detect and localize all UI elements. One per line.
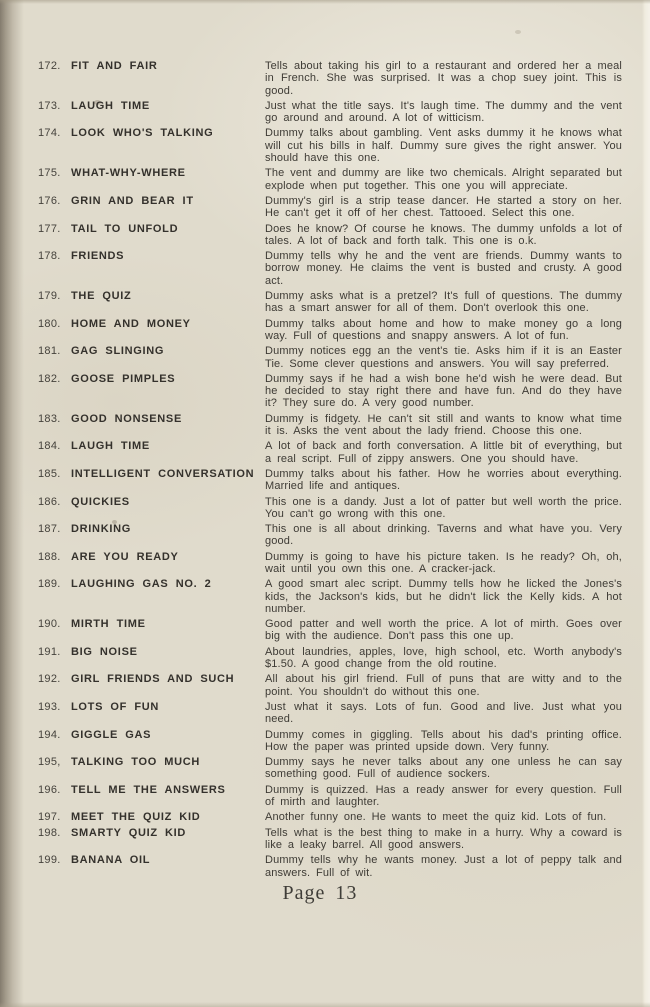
entry-heading (38, 345, 265, 358)
entry-title: GOOD NONSENSE (71, 412, 183, 425)
list-item (38, 167, 622, 192)
entry-title: BANANA OIL (71, 854, 151, 867)
entry-heading (38, 784, 265, 797)
list-item (38, 523, 622, 548)
list-item (38, 345, 622, 370)
entry-description: Dummy is quizzed. Has a ready answer for every question. Full of mirth and laughter. (265, 783, 622, 809)
entry-number: 190. (38, 618, 61, 631)
entry-title: WHAT-WHY-WHERE (71, 167, 186, 180)
entry-description: Dummy tells why he wants money. Just a lot of peppy talk and answers. Full of wit. (265, 854, 622, 879)
list-item (38, 827, 622, 852)
entry-heading (38, 523, 265, 536)
entry-heading (38, 127, 265, 140)
entry-description: Another funny one. He wants to meet the quiz kid. Lots of fun. (265, 811, 607, 824)
entry-number: 184. (38, 440, 61, 453)
list-item (38, 646, 622, 671)
entry-number: 187. (38, 523, 61, 536)
entry-description: A lot of back and forth conversation. A little bit of everything, but a real script. Full of zippy answers. One you should have. (265, 440, 622, 465)
entry-number: 186. (38, 495, 61, 508)
entry-description: This one is all about drinking. Taverns and what have you. Very good. (265, 523, 622, 548)
entry-description: Dummy says he never talks about any one unless he can say something good. Full of audience sockers. (265, 756, 622, 781)
entry-description: Dummy is fidgety. He can't sit still and wants to know what time it is. Asks the vent about the lady friend. Choose this one. (265, 412, 622, 438)
entry-description: Dummy asks what is a pretzel? It's full of questions. The dummy has a smart answer for all of them. Don't overlook this one. (265, 290, 622, 315)
page-number: Page 13 (282, 882, 358, 905)
entry-description: Tells about taking his girl to a restaurant and ordered her a meal in French. She was surprised. It was a chop suey joint. This is good. (265, 60, 622, 97)
entry-title: GAG SLINGING (71, 345, 165, 358)
scan-edge-right (642, 0, 650, 1007)
scan-speckle (515, 30, 521, 34)
entry-heading (38, 618, 265, 631)
entry-heading (38, 440, 265, 453)
entry-title: HOME AND MONEY (71, 317, 191, 330)
entry-title: FRIENDS (71, 250, 125, 263)
list-item (38, 373, 622, 410)
entry-heading (38, 646, 265, 659)
entry-heading (38, 167, 265, 180)
entry-title: TELL ME THE ANSWERS (71, 783, 226, 796)
entry-title: LAUGH TIME (71, 99, 150, 112)
entry-number: 179. (38, 290, 61, 303)
entry-heading (38, 551, 265, 564)
list-item (38, 413, 622, 438)
entry-title: TAIL TO UNFOLD (71, 222, 179, 235)
list-item (38, 250, 622, 287)
list-item (38, 440, 622, 465)
list-item (38, 578, 622, 615)
scan-edge-left (0, 0, 24, 1007)
list-item (38, 318, 622, 343)
entry-title: GIGGLE GAS (71, 728, 152, 741)
entry-heading (38, 578, 265, 591)
scan-edge-top (0, 0, 650, 4)
entry-number: 191. (38, 645, 61, 658)
entry-heading (38, 827, 265, 840)
entry-number: 185. (38, 467, 61, 480)
entry-heading (38, 854, 265, 867)
entry-title: BIG NOISE (71, 645, 138, 658)
list-item (38, 100, 622, 125)
entry-title: SMARTY QUIZ KID (71, 826, 187, 839)
entry-description: Good patter and well worth the price. A lot of mirth. Goes over big with the audience. Don't pass this one up. (265, 618, 622, 643)
entry-number: 188. (38, 550, 61, 563)
entry-title: LAUGHING GAS NO. 2 (71, 578, 212, 591)
entry-title: QUICKIES (71, 495, 130, 508)
entry-title: LAUGH TIME (71, 440, 150, 453)
entry-title: ARE YOU READY (71, 550, 179, 563)
entry-title: LOTS OF FUN (71, 700, 160, 713)
entry-description: Dummy says if he had a wish bone he'd wish he were dead. But he decided to stay right there and have fun. And do they have it? They sure do. A very good number. (265, 372, 622, 410)
list-item (38, 468, 622, 493)
entry-title: MEET THE QUIZ KID (71, 811, 201, 824)
entry-heading (38, 729, 265, 742)
list-item (38, 551, 622, 576)
entry-heading (38, 701, 265, 714)
entry-description: All about his girl friend. Full of puns that are witty and to the point. You shouldn't do without this one. (265, 673, 622, 698)
list-item (38, 673, 622, 698)
entry-description: Dummy talks about home and how to make money go a long way. Full of questions and snappy answers. A lot of fun. (265, 317, 622, 342)
list-item (38, 195, 622, 220)
list-item (38, 854, 622, 879)
entry-number: 173. (38, 99, 61, 112)
entry-title: GRIN AND BEAR IT (71, 194, 194, 207)
entry-description: Dummy tells why he and the vent are friends. Dummy wants to borrow money. He claims the vent is busted and crusty. A good act. (265, 250, 622, 287)
entry-heading (38, 290, 265, 303)
entry-heading (38, 468, 265, 481)
entry-heading (38, 811, 265, 824)
entry-description: Does he know? Of course he knows. The dummy unfolds a lot of tales. A lot of back and forth talk. This one is o.k. (265, 222, 622, 247)
list-item (38, 784, 622, 809)
list-item (38, 60, 622, 97)
entry-number: 198. (38, 826, 61, 839)
entry-number: 172. (38, 60, 61, 72)
entry-number: 182. (38, 372, 61, 385)
entry-number: 192. (38, 673, 61, 686)
entry-heading (38, 496, 265, 509)
entry-description: Just what it says. Lots of fun. Good and live. Just what you need. (265, 700, 622, 726)
entry-title: LOOK WHO'S TALKING (71, 127, 214, 140)
entry-title: FIT AND FAIR (71, 60, 158, 72)
entry-number: 180. (38, 317, 61, 330)
entry-heading (38, 673, 265, 686)
entry-description: Dummy notices egg an the vent's tie. Asks him if it is an Easter Tie. Some clever questions and answers. You will say preferred. (265, 345, 622, 370)
entry-title: GOOSE PIMPLES (71, 372, 176, 385)
entry-number: 197. (38, 811, 61, 824)
entry-heading (38, 373, 265, 386)
entry-title: TALKING TOO MUCH (71, 756, 201, 769)
page-content (38, 60, 622, 905)
entry-description: Dummy is going to have his picture taken. Is he ready? Oh, oh, wait until you own this one. A cracker-jack. (265, 550, 622, 575)
entry-description: Dummy comes in giggling. Tells about his dad's printing office. How the paper was printed upside down. Very funny. (265, 728, 622, 753)
entry-number: 175. (38, 167, 61, 180)
entry-heading (38, 413, 265, 426)
entry-heading (38, 195, 265, 208)
entry-title: DRINKING (71, 523, 131, 536)
entry-heading (38, 60, 265, 73)
list-item (38, 496, 622, 521)
list-item (38, 618, 622, 643)
list-item (38, 811, 622, 824)
entry-description: Dummy's girl is a strip tease dancer. He started a story on her. He can't get it off of her chest. Tattooed. Select this one. (265, 194, 622, 220)
entry-number: 181. (38, 345, 61, 358)
entry-heading (38, 250, 265, 263)
entry-description: Dummy talks about his father. How he worries about everything. Married life and antiques. (265, 467, 622, 493)
list-item (38, 729, 622, 754)
entry-title: INTELLIGENT CONVERSATION (71, 467, 255, 480)
entry-number: 177. (38, 222, 61, 235)
list-item (38, 756, 622, 781)
list-item (38, 701, 622, 726)
entry-heading (38, 223, 265, 236)
list-item (38, 223, 622, 248)
entry-heading (38, 756, 265, 769)
entry-description: This one is a dandy. Just a lot of patter but well worth the price. You can't go wrong with this one. (265, 495, 622, 520)
entry-number: 193. (38, 700, 61, 713)
entry-number: 199. (38, 854, 61, 867)
entry-description: A good smart alec script. Dummy tells how he licked the Jones's kids, the Jackson's kids, but he didn't lick the Kelly kids. A hot number. (265, 578, 622, 615)
entry-number: 174. (38, 127, 61, 140)
entry-description: Tells what is the best thing to make in a hurry. Why a coward is like a leaky barrel. All good answers. (265, 826, 622, 852)
entry-number: 195, (38, 756, 61, 769)
entry-number: 183. (38, 412, 61, 425)
entry-number: 178. (38, 250, 61, 263)
list-item (38, 290, 622, 315)
scan-edge-bottom (0, 1002, 650, 1007)
entry-number: 194. (38, 728, 61, 741)
entry-description: Just what the title says. It's laugh time. The dummy and the vent go around and around. A lot of witticism. (265, 99, 622, 125)
entry-number: 196. (38, 783, 61, 796)
entry-list (38, 60, 622, 879)
list-item (38, 127, 622, 164)
entry-title: GIRL FRIENDS AND SUCH (71, 673, 235, 686)
entry-number: 176. (38, 194, 61, 207)
entry-description: The vent and dummy are like two chemicals. Alright separated but explode when put together. This one you will appreciate. (265, 167, 622, 192)
entry-description: About laundries, apples, love, high school, etc. Worth anybody's $1.50. A good change from the old routine. (265, 645, 622, 671)
entry-description: Dummy talks about gambling. Vent asks dummy it he knows what will cut his bills in half. Dummy sure gives the right answer. You should have this one. (265, 127, 622, 165)
entry-heading (38, 318, 265, 331)
entry-title: THE QUIZ (71, 290, 132, 303)
entry-number: 189. (38, 578, 61, 591)
entry-title: MIRTH TIME (71, 618, 146, 631)
entry-heading (38, 100, 265, 113)
